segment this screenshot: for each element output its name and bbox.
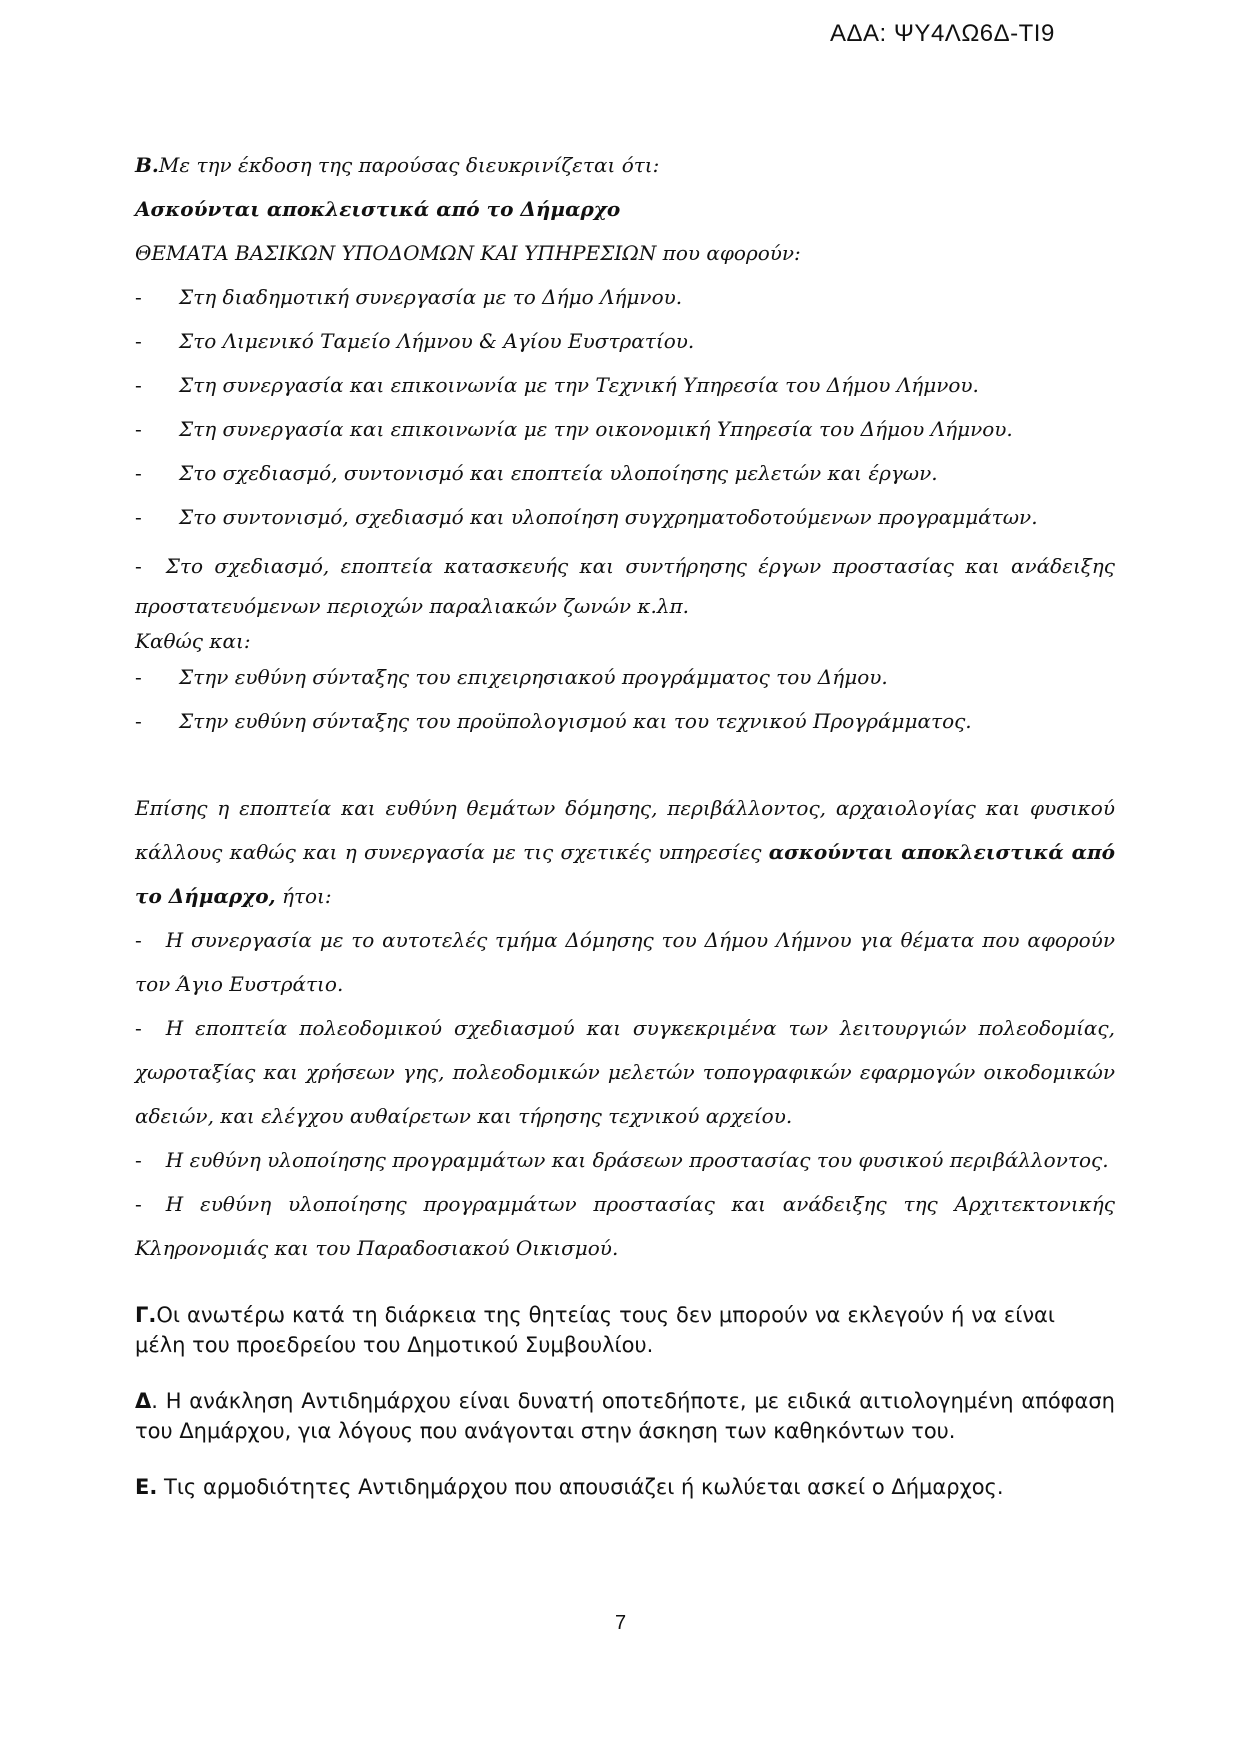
section-b-heading-text: Ασκούνται αποκλειστικά από το Δήμαρχο: [135, 197, 621, 221]
also-label: Καθώς και:: [135, 629, 251, 653]
document-body: [135, 150, 1115, 1528]
para-item: - Η εποπτεία πολεοδομικού σχεδιασμού και συγκεκριμένα των λειτουργιών πολεοδομίας, χωροταξίας και χρήσεων γης, πολεοδομικών μελετών τοπογραφικών εφαρμογών οικοδομικών αδειών, και ελέγχου αυθαίρετων και τήρησης τεχνικού αρχείου.: [135, 1016, 1115, 1128]
para-item: - Η ευθύνη υλοποίησης προγραμμάτων προστασίας και ανάδειξης της Αρχιτεκτονικής Κληρονομιάς και του Παραδοσιακού Οικισμού.: [135, 1192, 1115, 1260]
emphasis-text: ασκούνται αποκλειστικά από το Δήμαρχο,: [135, 840, 1115, 908]
list-item: - Στο Λιμενικό Ταμείο Λήμνου & Αγίου Ευστρατίου.: [135, 329, 695, 353]
section-d: Δ. Η ανάκληση Αντιδημάρχου είναι δυνατή οποτεδήποτε, με ειδικά αιτιολογημένη απόφαση του Δημάρχου, για λόγους που ανάγονται στην άσκηση των καθηκόντων του.: [135, 1389, 1115, 1443]
para-item: - Η ευθύνη υλοποίησης προγραμμάτων και δράσεων προστασίας του φυσικού περιβάλλοντος.: [135, 1148, 1109, 1172]
section-e-label: Ε.: [135, 1475, 158, 1499]
section-e: Ε. Τις αρμοδιότητες Αντιδημάρχου που απουσιάζει ή κωλύεται ασκεί ο Δήμαρχος.: [135, 1475, 1004, 1499]
section-b-subheading: ΘΕΜΑΤΑ ΒΑΣΙΚΩΝ ΥΠΟΔΟΜΩΝ ΚΑΙ ΥΠΗΡΕΣΙΩΝ που αφορούν:: [135, 241, 801, 265]
section-b-intro-text: Με την έκδοση της παρούσας διευκρινίζεται ότι:: [158, 153, 660, 177]
section-b-intro: [135, 150, 1115, 180]
section-b-label: Β.: [135, 153, 159, 177]
section-b-heading: [135, 194, 1115, 224]
ada-code: ΑΔΑ: ΨΥ4ΛΩ6Δ-ΤΙ9: [830, 20, 1055, 47]
page-number: 7: [614, 1612, 627, 1634]
list-item: - Στην ευθύνη σύνταξης του επιχειρησιακού προγράμματος του Δήμου.: [135, 665, 888, 689]
list-item: - Στο σχεδιασμό, συντονισμό και εποπτεία υλοποίησης μελετών και έργων.: [135, 461, 938, 485]
responsibility-paragraph: Επίσης η εποπτεία και ευθύνη θεμάτων δόμησης, περιβάλλοντος, αρχαιολογίας και φυσικού κάλλους καθώς και η συνεργασία με τις σχετικές υπηρεσίες ασκούνται αποκλειστικά από το Δήμαρχο, ήτοι:: [135, 796, 1115, 908]
list-item: - Στη συνεργασία και επικοινωνία με την οικονομική Υπηρεσία του Δήμου Λήμνου.: [135, 417, 1013, 441]
list-item: - Στη διαδημοτική συνεργασία με το Δήμο Λήμνου.: [135, 285, 683, 309]
section-g-label: Γ.: [135, 1303, 157, 1327]
list-item: - Στην ευθύνη σύνταξης του προϋπολογισμού και του τεχνικού Προγράμματος.: [135, 709, 972, 733]
section-g: Γ.Οι ανωτέρω κατά τη διάρκεια της θητείας τους δεν μπορούν να εκλεγούν ή να είναι μέλη του προεδρείου του Δημοτικού Συμβουλίου.: [135, 1303, 1055, 1357]
list-item: - Στη συνεργασία και επικοινωνία με την Τεχνική Υπηρεσία του Δήμου Λήμνου.: [135, 373, 979, 397]
list-item: - Στο συντονισμό, σχεδιασμό και υλοποίηση συγχρηματοδοτούμενων προγραμμάτων.: [135, 505, 1038, 529]
section-d-label: Δ: [135, 1389, 152, 1413]
list-item-long: - Στο σχεδιασμό, εποπτεία κατασκευής και συντήρησης έργων προστασίας και ανάδειξης προστατευόμενων περιοχών παραλιακών ζωνών κ.λπ.: [135, 554, 1115, 618]
para-item: - Η συνεργασία με το αυτοτελές τμήμα Δόμησης του Δήμου Λήμνου για θέματα που αφορούν τον Άγιο Ευστράτιο.: [135, 928, 1115, 996]
